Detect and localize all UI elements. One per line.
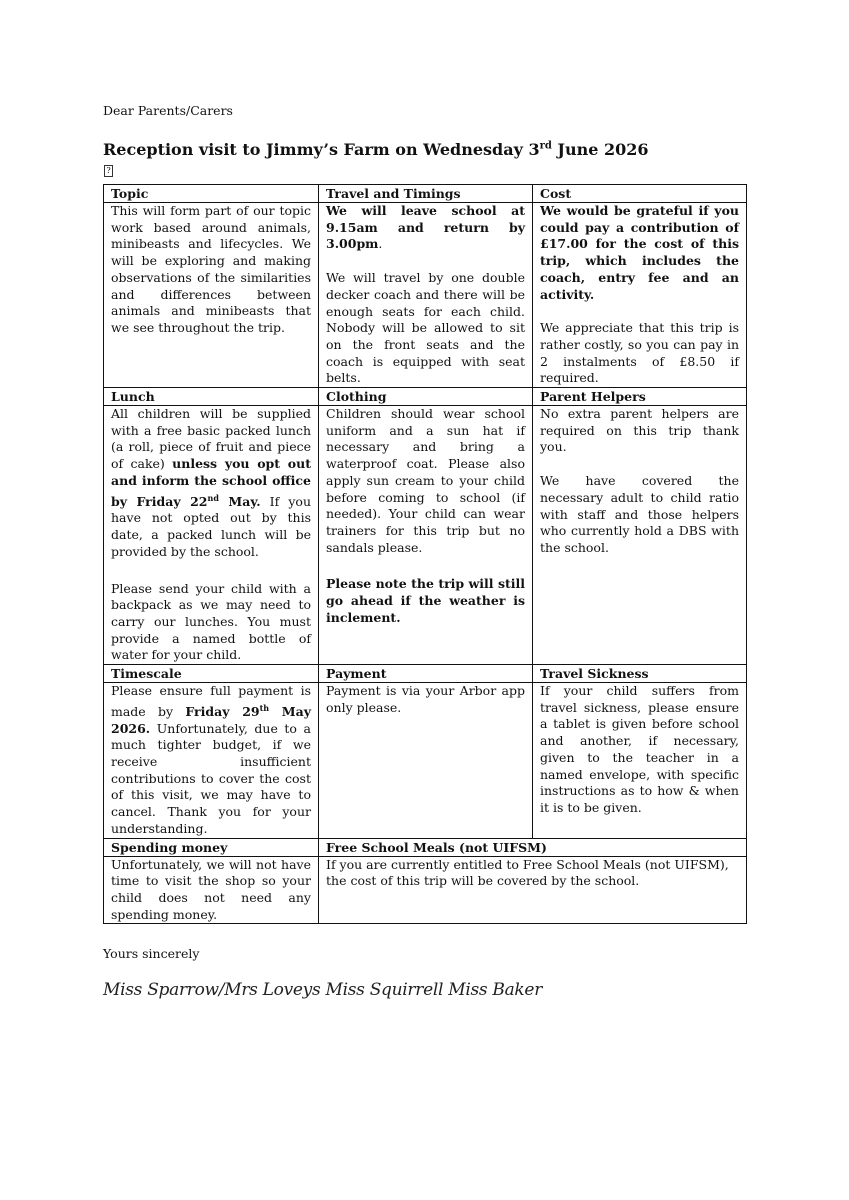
clothing-weather-note	[326, 576, 525, 626]
lunch-text	[111, 406, 311, 560]
clothing-text: Children should wear school uniform and a sun hat if necessary and bring a waterproof coat. Please also apply sun cream to your child before coming to school (if needed). Your child can wear trainers for this trip but no sandals please.	[326, 406, 525, 555]
sickness-heading: Travel Sickness	[533, 665, 747, 683]
timescale-ordinal-suffix: th	[259, 702, 270, 713]
clothing-heading: Clothing	[319, 388, 533, 406]
spending-text: Unfortunately, we will not have time to visit the shop so your child does not need any spending money.	[111, 856, 311, 922]
lunch-opt-out: unless you opt out and inform the school office by Friday 22	[111, 456, 311, 509]
timescale-cell	[104, 683, 319, 838]
travel-times	[326, 203, 525, 253]
clothing-cell	[319, 406, 533, 665]
table-row	[104, 203, 747, 388]
payment-cell	[319, 683, 533, 838]
helpers-text: No extra parent helpers are required on this trip thank you.	[540, 406, 739, 455]
travel-times-tail: .	[378, 236, 383, 252]
cost-text: We appreciate that this trip is rather costly, so you can pay in 2 instalments of £8.50 if required.	[540, 320, 739, 386]
lunch-ordinal-suffix: nd	[207, 492, 219, 503]
helpers-heading: Parent Helpers	[533, 388, 747, 406]
timescale-deadline: Friday 29	[185, 703, 260, 719]
lunch-opt-out-tail: May.	[218, 493, 261, 509]
sickness-text: If your child suffers from travel sickness, please ensure a tablet is given before school and another, if necessary, given to the teacher in a named envelope, with specific instructions as to how & when it is to be given.	[540, 683, 739, 815]
travel-cell	[319, 203, 533, 388]
table-row	[104, 683, 747, 838]
title-tail: June 2026	[551, 140, 649, 159]
fsm-heading: Free School Meals (not UIFSM)	[319, 838, 747, 856]
topic-cell	[104, 203, 319, 388]
closing: Yours sincerely	[103, 946, 200, 961]
table-row	[104, 185, 747, 203]
missing-glyph-icon: ?	[104, 165, 113, 177]
topic-heading: Topic	[104, 185, 319, 203]
letter-title	[103, 140, 649, 159]
topic-text: This will form part of our topic work based around animals, minibeasts and lifecycles. We will be exploring and making observations of the similarities and differences between animals and minibeasts that we see throughout the trip.	[111, 203, 311, 335]
signature: Miss Sparrow/Mrs Loveys Miss Squirrell Miss Baker	[103, 980, 543, 1000]
greeting: Dear Parents/Carers	[103, 103, 233, 118]
lunch-text-start: All children will be supplied with a free basic packed lunch (a roll, piece of fruit and piece of cake)	[111, 406, 311, 472]
fsm-text: If you are currently entitled to Free School Meals (not UIFSM), the cost of this trip will be covered by the school.	[326, 856, 729, 889]
payment-text: Payment is via your Arbor app only please.	[326, 683, 525, 715]
timescale-text-end: Unfortunately, due to a much tighter budget, if we receive insufficient contributions to cover the cost of this visit, we may have to cancel. Thank you for your understanding.	[111, 720, 311, 836]
table-row	[104, 388, 747, 406]
payment-heading: Payment	[319, 665, 533, 683]
table-row	[104, 665, 747, 683]
timescale-text	[111, 683, 311, 837]
trip-info-table	[103, 184, 747, 924]
clothing-weather-bold: Please note the trip will still go ahead if the weather is inclement.	[326, 576, 525, 625]
cost-contribution: We would be grateful if you could pay a contribution of £17.00 for the cost of this trip, which includes the coach, entry fee and an activity.	[540, 203, 739, 302]
cost-heading: Cost	[533, 185, 747, 203]
table-row	[104, 838, 747, 856]
helpers-ratio-text: We have covered the necessary adult to child ratio with staff and those helpers who currently hold a DBS with the school.	[540, 473, 739, 555]
title-main: Reception visit to Jimmy’s Farm on Wednesday 3	[103, 140, 540, 159]
lunch-text-end: If you have not opted out by this date, a packed lunch will be provided by the school.	[111, 493, 311, 559]
timescale-heading: Timescale	[104, 665, 319, 683]
title-ordinal-suffix: rd	[539, 140, 552, 152]
travel-text: We will travel by one double decker coach and there will be enough seats for each child. Nobody will be allowed to sit on the front seats and the coach is equipped with seat belts.	[326, 270, 525, 386]
table-row	[104, 406, 747, 665]
cost-cell	[533, 203, 747, 388]
sickness-cell	[533, 683, 747, 838]
fsm-cell	[319, 856, 747, 924]
timescale-deadline-tail: May 2026.	[111, 703, 312, 736]
lunch-heading: Lunch	[104, 388, 319, 406]
spending-cell	[104, 856, 319, 924]
travel-times-bold: We will leave school at 9.15am and return by 3.00pm	[326, 203, 525, 252]
table-row	[104, 856, 747, 924]
spending-heading: Spending money	[104, 838, 319, 856]
lunch-cell	[104, 406, 319, 665]
travel-heading: Travel and Timings	[319, 185, 533, 203]
lunch-backpack-text: Please send your child with a backpack as we may need to carry our lunches. You must provide a named bottle of water for your child.	[111, 580, 311, 663]
timescale-text-start: Please ensure full payment is made by	[111, 683, 311, 719]
helpers-cell	[533, 406, 747, 665]
cost-bold-text	[540, 203, 739, 303]
